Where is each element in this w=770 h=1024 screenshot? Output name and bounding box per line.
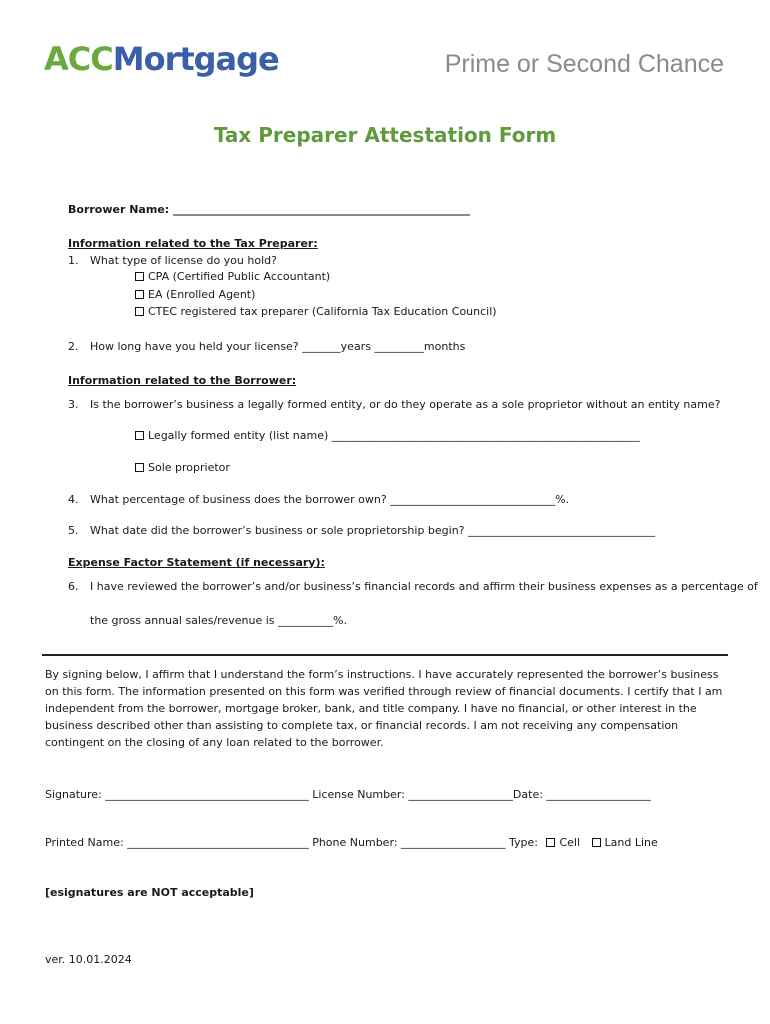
question-number: 5. [68,524,79,537]
section-expense-heading: Expense Factor Statement (if necessary): [68,556,325,569]
checkbox-icon[interactable] [135,307,144,316]
checkbox-icon[interactable] [135,431,144,440]
option-label: Legally formed entity (list name) ________________________________________________________ [148,429,640,442]
question-number: 6. [68,580,79,593]
borrower-name-label: Borrower Name: ______________________________________________________ [68,203,471,216]
question-6-continued[interactable]: the gross annual sales/revenue is __________%. [90,614,347,627]
checkbox-icon[interactable] [135,463,144,472]
question-5[interactable] [68,524,655,538]
entity-option-sole[interactable] [135,461,230,475]
checkbox-icon[interactable] [135,290,144,299]
company-logo [44,40,279,78]
question-3 [68,398,720,412]
signature-line[interactable]: Signature: _____________________________________ License Number: ___________________Date: ___________________ [45,788,651,801]
license-option-cpa[interactable] [135,270,330,284]
question-text: Is the borrower’s business a legally formed entity, or do they operate as a sole proprietor without an entity name? [90,398,721,411]
option-label: Cell [559,836,580,849]
question-2[interactable] [68,340,465,354]
printed-name-phone-type-line[interactable]: Printed Name: _________________________________ Phone Number: ___________________ Type: [45,836,538,849]
option-label: CTEC registered tax preparer (California Tax Education Council) [148,305,497,318]
section-divider [42,654,728,656]
form-title: Tax Preparer Attestation Form [213,123,557,147]
borrower-name-field[interactable] [68,203,470,217]
type-option-landline[interactable] [592,836,658,849]
question-number: 4. [68,493,79,506]
logo-acc: ACC [44,40,113,78]
section-tax-preparer-heading: Information related to the Tax Preparer: [68,237,318,250]
option-label: CPA (Certified Public Accountant) [148,270,331,283]
logo-mortgage: Mortgage [112,40,279,78]
question-1 [68,254,277,268]
checkbox-icon[interactable] [546,838,555,847]
question-6 [68,580,758,594]
section-borrower-heading: Information related to the Borrower: [68,374,297,387]
question-number: 3. [68,398,79,411]
question-4[interactable] [68,493,569,507]
checkbox-icon[interactable] [135,272,144,281]
question-number: 1. [68,254,79,267]
question-number: 2. [68,340,79,353]
esignature-note: [esignatures are NOT acceptable] [45,886,254,899]
option-label: EA (Enrolled Agent) [148,288,256,301]
entity-option-legal[interactable] [135,429,640,443]
option-label: Land Line [604,836,658,849]
option-label: Sole proprietor [148,461,230,474]
checkbox-icon[interactable] [592,838,601,847]
question-text: What date did the borrower’s business or sole proprietorship begin? __________________________________ [90,524,656,537]
tagline: Prime or Second Chance [444,50,724,78]
question-text: What type of license do you hold? [90,254,277,267]
type-option-cell[interactable] [546,836,580,849]
version-label: ver. 10.01.2024 [45,953,132,966]
license-option-ea[interactable] [135,288,255,302]
license-option-ctec[interactable] [135,305,497,319]
question-text: What percentage of business does the borrower own? ______________________________%. [90,493,570,506]
attestation-statement: By signing below, I affirm that I understand the form’s instructions. I have accurately represented the borrower’s business on this form. The information presented on this form was verified through review of financial documents. I certify that I am independent from the borrower, mortgage broker, bank, and title company. I have no financial, or other interest in the business described other than assisting to complete tax, or financial records. I am not receiving any compensation contingent on the closing of any loan related to the borrower. [45,668,723,749]
question-text: How long have you held your license? _______years _________months [90,340,466,353]
question-text: I have reviewed the borrower’s and/or business’s financial records and affirm their business expenses as a percentage of [90,580,758,593]
printed-name-row [45,836,658,850]
